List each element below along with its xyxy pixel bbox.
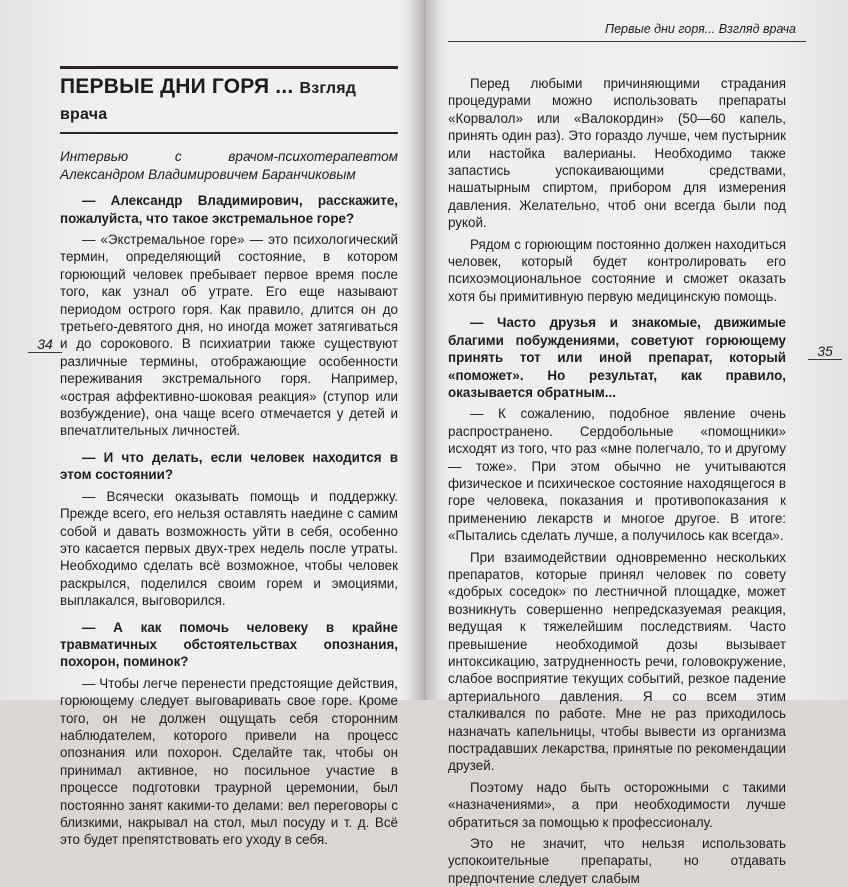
paragraph-5: Это не значит, что нельзя использовать успокоительные препараты, но отдавать предпочтение следует слабым xyxy=(448,836,786,886)
paragraph-1: Перед любыми причиняющими страдания процедурами можно использовать препараты «Корвалол» или «Валокордин» (50—60 капель, принять один раз). Это гораздо лучше, чем пустырник или настойка валерианы. Необходимо также запастись успокаивающими средствами, нашатырным спиртом, прибором для измерения давления. Желательно, чтоб они всегда были под рукой. xyxy=(448,76,786,231)
question-2: — И что делать, если человек находится в этом состоянии? xyxy=(60,449,398,483)
chapter-title-sub: Взгляд врача xyxy=(60,80,357,123)
answer-4: — К сожалению, подобное явление очень распространено. Сердобольные «помощники» исходят из того, что раз «мне полегчало, то и другому — тоже». При этом обычно не учитываются физическое и психическое состояние находящегося в горе человека, показания и противопоказания к применению лекарств и многое другое. В итоге: «Пытались сделать лучше, а получилось как всегда». xyxy=(448,406,786,544)
page-number-left: 34 xyxy=(28,336,62,353)
chapter-title-block xyxy=(60,66,398,134)
right-page-body xyxy=(448,75,786,887)
left-page xyxy=(60,0,398,848)
paragraph-2: Рядом с горюющим постоянно должен находиться человек, который будет контролировать его психоэмоциональное состояние и сможет оказать хотя бы примитивную первую медицинскую помощь. xyxy=(448,236,786,304)
book-gutter xyxy=(408,0,442,700)
chapter-title xyxy=(60,75,398,127)
page-number-right: 35 xyxy=(808,343,842,360)
question-3: — А как помочь человеку в крайне травматичных обстоятельствах опознания, похорон, поминок? xyxy=(60,619,398,670)
interview-intro: Интервью с врачом-психотерапевтом Александром Владимировичем Баранчиковым xyxy=(60,149,398,182)
paragraph-3: При взаимодействии одновременно нескольких препаратов, которые принял человек по совету «добрых соседок» по лестничной площадке, может возникнуть совершенно непредсказуемая реакция, ведущая к тяжелейшим последствиям. Часто превышение необходимой дозы вызывает интоксикацию, затрудненность речи, головокружение, слабое восприятие текущих событий, резкое падение артериального давления. Я со всем этим сталкивался по работе. Мне не раз приходилось назначать капельницы, чтобы вывести из организма пострадавших лекарства, принятые по рекомендации друзей. xyxy=(448,549,786,774)
answer-3: — Чтобы легче перенести предстоящие действия, горюющему следует выговаривать свое горе. Кроме того, он не должен ощущать себя сторонним наблюдателем, которого привели на процесс опознания или похорон. Сделайте так, чтобы он принимал активное, но посильное участие в процессе подготовки траурной церемонии, был постоянно занят какими-то делами: вел переговоры с близкими, накрывал на стол, мыл посуду и т. д. Всё это будет препятствовать его уходу в себя. xyxy=(60,675,398,848)
running-head: Первые дни горя... Взгляд врача xyxy=(448,22,806,42)
answer-2: — Всячески оказывать помощь и поддержку. Прежде всего, его нельзя оставлять наедине с самим собой и давать возможность уйти в себя, особенно это касается первых двух-трех недель после утраты. Необходимо сделать всё возможное, чтобы человек раскрылся, поделился своим горем и эмоциями, выплакался, выговорился. xyxy=(60,488,398,609)
right-page xyxy=(448,0,786,886)
answer-1: — «Экстремальное горе» — это психологический термин, определяющий состояние, в котором горюющий человек пребывает первое время после того, как узнал об утрате. Его еще называют периодом острого горя. Как правило, длится он до третьего-девятого дня, но иногда может затягиваться и до сорокового. В психиатрии также существуют различные термины, отображающие особенности переживания экстремального горя. Например, «острая аффективно-шоковая реакция» (ступор или возбуждение), она чаще всего отмечается у детей и впечатлительных личностей. xyxy=(60,232,398,439)
question-1: — Александр Владимирович, расскажите, пожалуйста, что такое экстремальное горе? xyxy=(60,193,398,226)
paragraph-4: Поэтому надо быть осторожными с такими «назначениями», а при необходимости лучше обратиться за помощью к профессионалу. xyxy=(448,779,786,830)
question-4: — Часто друзья и знакомые, движимые благими побуждениями, советуют горюющему принять тот или иной препарат, который «поможет». Но результат, как правило, оказывается обратным... xyxy=(448,315,786,400)
chapter-title-main: ПЕРВЫЕ ДНИ ГОРЯ ... xyxy=(60,75,294,98)
